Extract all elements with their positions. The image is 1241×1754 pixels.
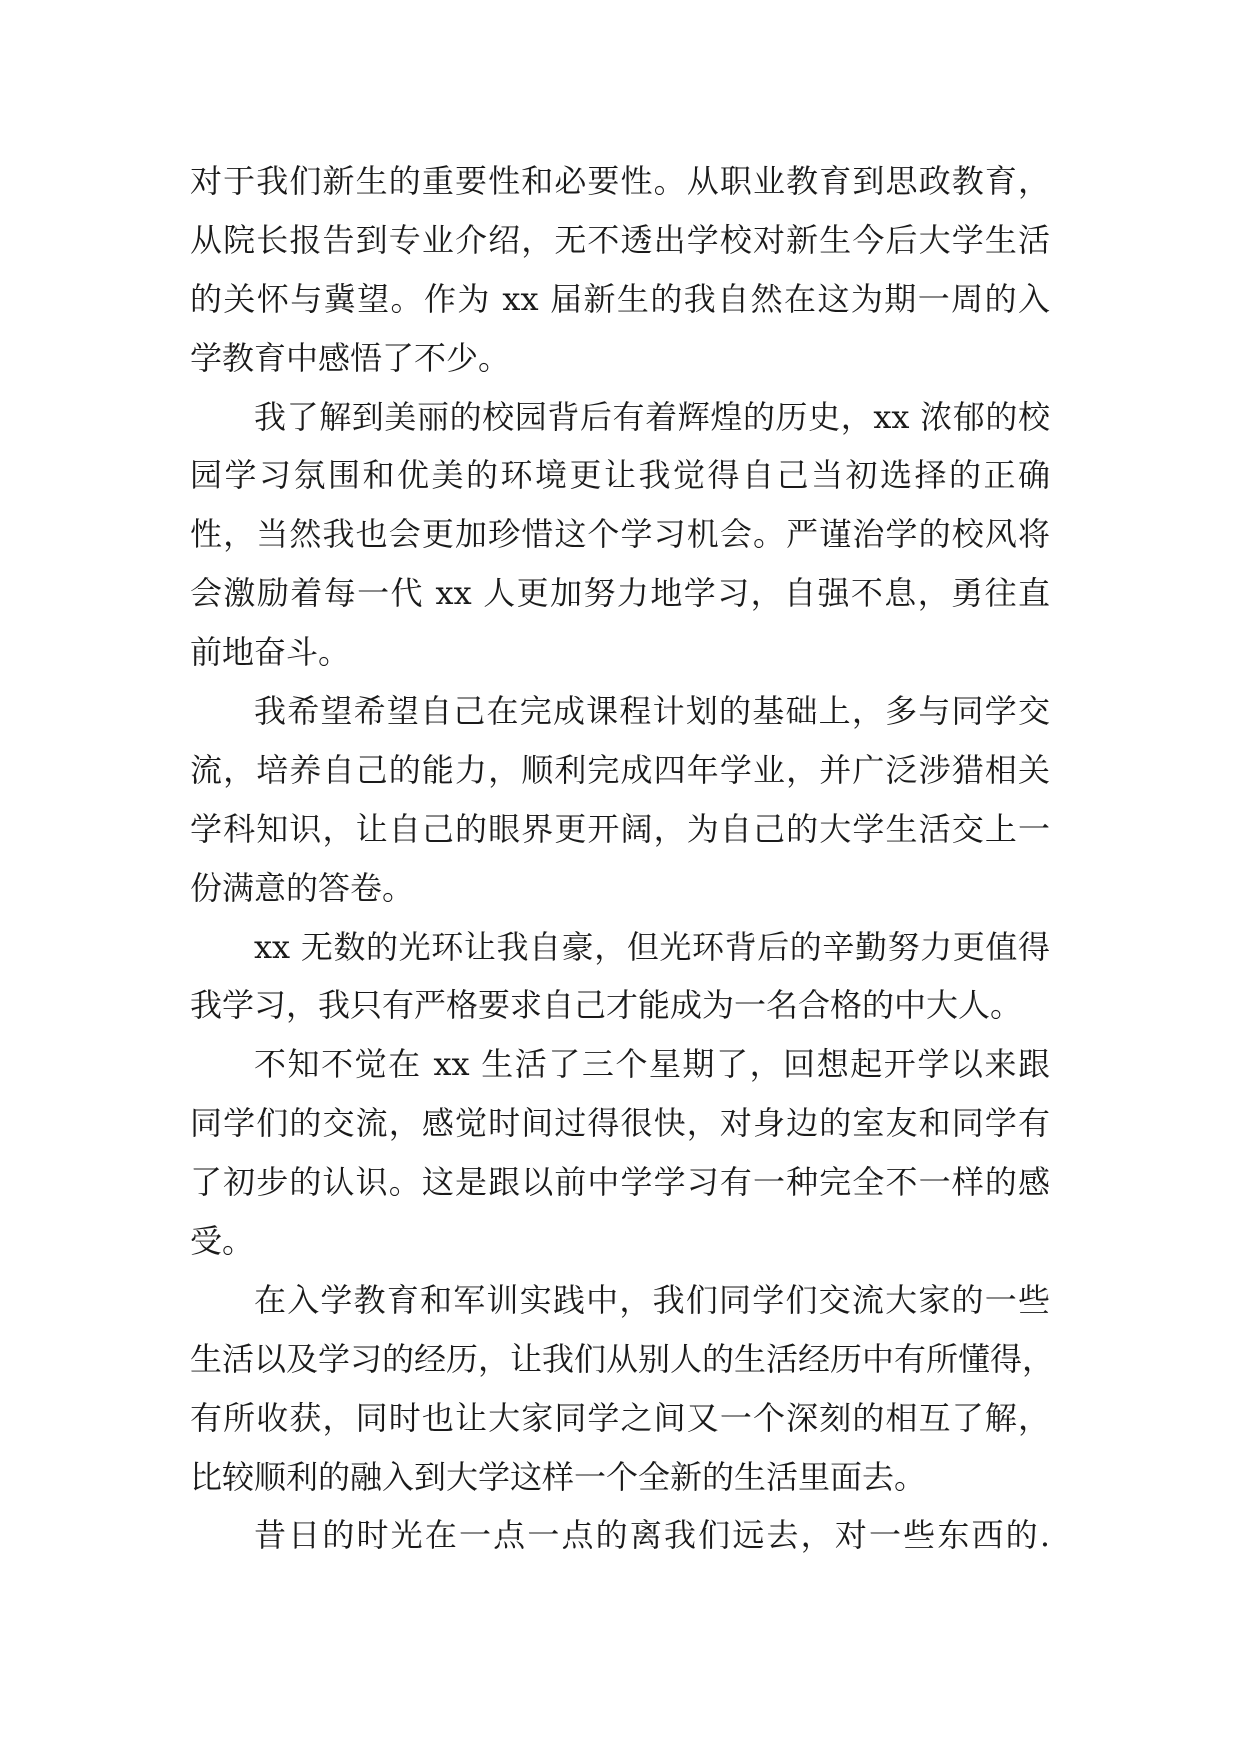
text-line: 我希望希望自己在完成课程计划的基础上，多与同学交 bbox=[254, 692, 1050, 731]
text-line: 在入学教育和军训实践中，我们同学们交流大家的一些 bbox=[254, 1280, 1050, 1319]
text-line: 园学习氛围和优美的环境更让我觉得自己当初选择的正确 bbox=[190, 456, 1050, 495]
text-line: 份满意的答卷。 bbox=[190, 868, 415, 907]
text-line: 前地奋斗。 bbox=[190, 633, 351, 672]
text-line: 对于我们新生的重要性和必要性。从职业教育到思政教育， bbox=[190, 162, 1050, 200]
text-line: 我了解到美丽的校园背后有着辉煌的历史，xx 浓郁的校 bbox=[254, 397, 1050, 436]
text-line: 不知不觉在 xx 生活了三个星期了，回想起开学以来跟 bbox=[254, 1045, 1050, 1084]
text-line: 我学习，我只有严格要求自己才能成为一名合格的中大人。 bbox=[190, 986, 1023, 1025]
text-line: 的关怀与冀望。作为 xx 届新生的我自然在这为期一周的入 bbox=[190, 279, 1050, 318]
text-line: 有所收获，同时也让大家同学之间又一个深刻的相互了解， bbox=[190, 1398, 1050, 1437]
text-line: 了初步的认识。这是跟以前中学学习有一种完全不一样的感 bbox=[190, 1163, 1050, 1202]
text-line: 流，培养自己的能力，顺利完成四年学业，并广泛涉猎相关 bbox=[190, 750, 1050, 789]
text-line: 会激励着每一代 xx 人更加努力地学习，自强不息，勇往直 bbox=[190, 574, 1050, 613]
text-line: 性，当然我也会更加珍惜这个学习机会。严谨治学的校风将 bbox=[190, 515, 1050, 554]
text-line: 学教育中感悟了不少。 bbox=[190, 338, 511, 377]
text-line: xx 无数的光环让我自豪，但光环背后的辛勤努力更值得 bbox=[254, 927, 1050, 966]
text-line: 从院长报告到专业介绍，无不透出学校对新生今后大学生活 bbox=[190, 220, 1050, 259]
text-line: 受。 bbox=[190, 1222, 255, 1261]
text-line: 学科知识，让自己的眼界更开阔，为自己的大学生活交上一 bbox=[190, 809, 1050, 848]
text-line: 生活以及学习的经历，让我们从别人的生活经历中有所懂得， bbox=[190, 1339, 1055, 1378]
text-line: 比较顺利的融入到大学这样一个全新的生活里面去。 bbox=[190, 1457, 927, 1496]
document-body bbox=[190, 152, 1055, 1565]
text-line: 同学们的交流，感觉时间过得很快，对身边的室友和同学有 bbox=[190, 1104, 1050, 1143]
text-line: 昔日的时光在一点一点的离我们远去，对一些东西的. bbox=[254, 1516, 1050, 1555]
